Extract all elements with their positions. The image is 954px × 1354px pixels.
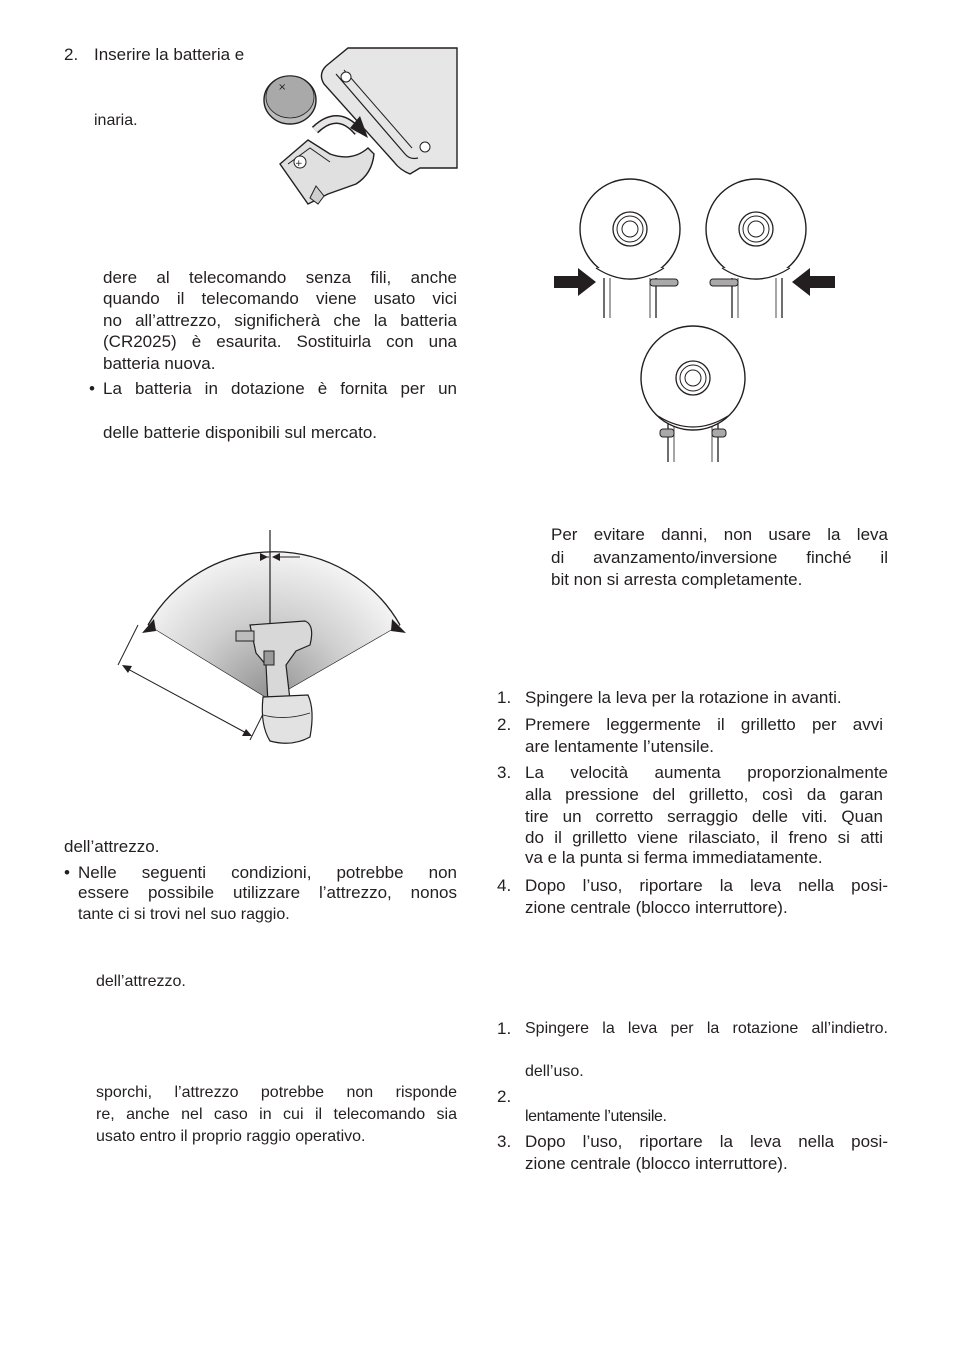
- svg-text:×: ×: [278, 82, 287, 93]
- battery-line-4: (CR2025) è esaurita. Sostituirla con una: [103, 332, 457, 351]
- forward-step-3-line-2: alla pressione del grilletto, così da garan: [525, 785, 883, 804]
- battery-line-2: quando il telecomando viene usato vici: [103, 289, 457, 308]
- lever-positions-illustration: [552, 178, 837, 463]
- forward-step-3-line-4: do il grilletto viene rilasciato, il freno si atti: [525, 828, 883, 847]
- forward-step-3-number: 3.: [497, 763, 512, 782]
- forward-step-2-number: 2.: [497, 715, 512, 734]
- forward-step-3-line-1: La velocità aumenta proporzionalmente: [525, 763, 888, 782]
- caution-line-2: di avanzamento/inversione finché il: [551, 548, 888, 567]
- remote-battery-illustration: [260, 44, 460, 210]
- forward-step-2-line-2: are lentamente l’utensile.: [525, 737, 715, 756]
- battery-line-5: batteria nuova.: [103, 354, 216, 373]
- condition-2-line-3: usato entro il proprio raggio operativo.: [96, 1128, 366, 1145]
- caution-line-1: Per evitare danni, non usare la leva: [551, 525, 888, 544]
- caution-line-3: bit non si arresta completamente.: [551, 570, 803, 589]
- step-2-continuation: inaria.: [94, 112, 138, 129]
- bullet-1: •: [89, 379, 95, 398]
- reverse-step-1-line-2: dell’uso.: [525, 1063, 584, 1080]
- remote-range-diagram: [110, 525, 420, 755]
- reverse-step-2-line-1: lentamente l’utensile.: [525, 1108, 667, 1125]
- forward-step-4-number: 4.: [497, 876, 512, 895]
- reverse-step-1-line-1: Spingere la leva per la rotazione all’indietro.: [525, 1020, 888, 1037]
- condition-2-line-1: sporchi, l’attrezzo potrebbe non risponde: [96, 1084, 457, 1101]
- forward-step-2-line-1: Premere leggermente il grilletto per avvi: [525, 715, 883, 734]
- forward-step-1-number: 1.: [497, 688, 512, 707]
- forward-step-3-line-5: va e la punta si ferma immediatamente.: [525, 848, 823, 867]
- reverse-step-3-number: 3.: [497, 1132, 512, 1151]
- supplied-battery-line-1: La batteria in dotazione è fornita per un: [103, 379, 457, 398]
- supplied-battery-line-2: delle batterie disponibili sul mercato.: [103, 423, 378, 442]
- battery-line-3: no all’attrezzo, significherà che la batteria: [103, 311, 457, 330]
- forward-step-4-line-1: Dopo l’uso, riportare la leva nella posi-: [525, 876, 888, 895]
- condition-2-line-2: re, anche nel caso in cui il telecomando sia: [96, 1106, 457, 1123]
- forward-step-4-line-2: zione centrale (blocco interruttore).: [525, 898, 788, 917]
- reverse-step-1-number: 1.: [497, 1019, 512, 1038]
- bullet-2: •: [64, 863, 70, 882]
- step-2-number: 2.: [64, 45, 79, 64]
- step-2-text: Inserire la batteria e: [94, 45, 245, 64]
- conditions-line-1: Nelle seguenti condizioni, potrebbe non: [78, 863, 457, 882]
- condition-1-line: dell’attrezzo.: [96, 973, 186, 990]
- battery-line-1: dere al telecomando senza fili, anche: [103, 268, 457, 287]
- svg-text:+: +: [295, 159, 303, 169]
- reverse-step-2-number: 2.: [497, 1087, 512, 1106]
- reverse-step-3-line-1: Dopo l’uso, riportare la leva nella posi-: [525, 1132, 888, 1151]
- range-line-1: dell’attrezzo.: [64, 837, 160, 856]
- forward-step-1-line-1: Spingere la leva per la rotazione in avanti.: [525, 688, 842, 707]
- reverse-step-3-line-2: zione centrale (blocco interruttore).: [525, 1154, 788, 1173]
- conditions-line-2: essere possibile utilizzare l’attrezzo, nonos: [78, 883, 457, 902]
- forward-step-3-line-3: tire un corretto serraggio delle viti. Quan: [525, 807, 883, 826]
- conditions-line-3: tante ci si trovi nel suo raggio.: [78, 906, 290, 923]
